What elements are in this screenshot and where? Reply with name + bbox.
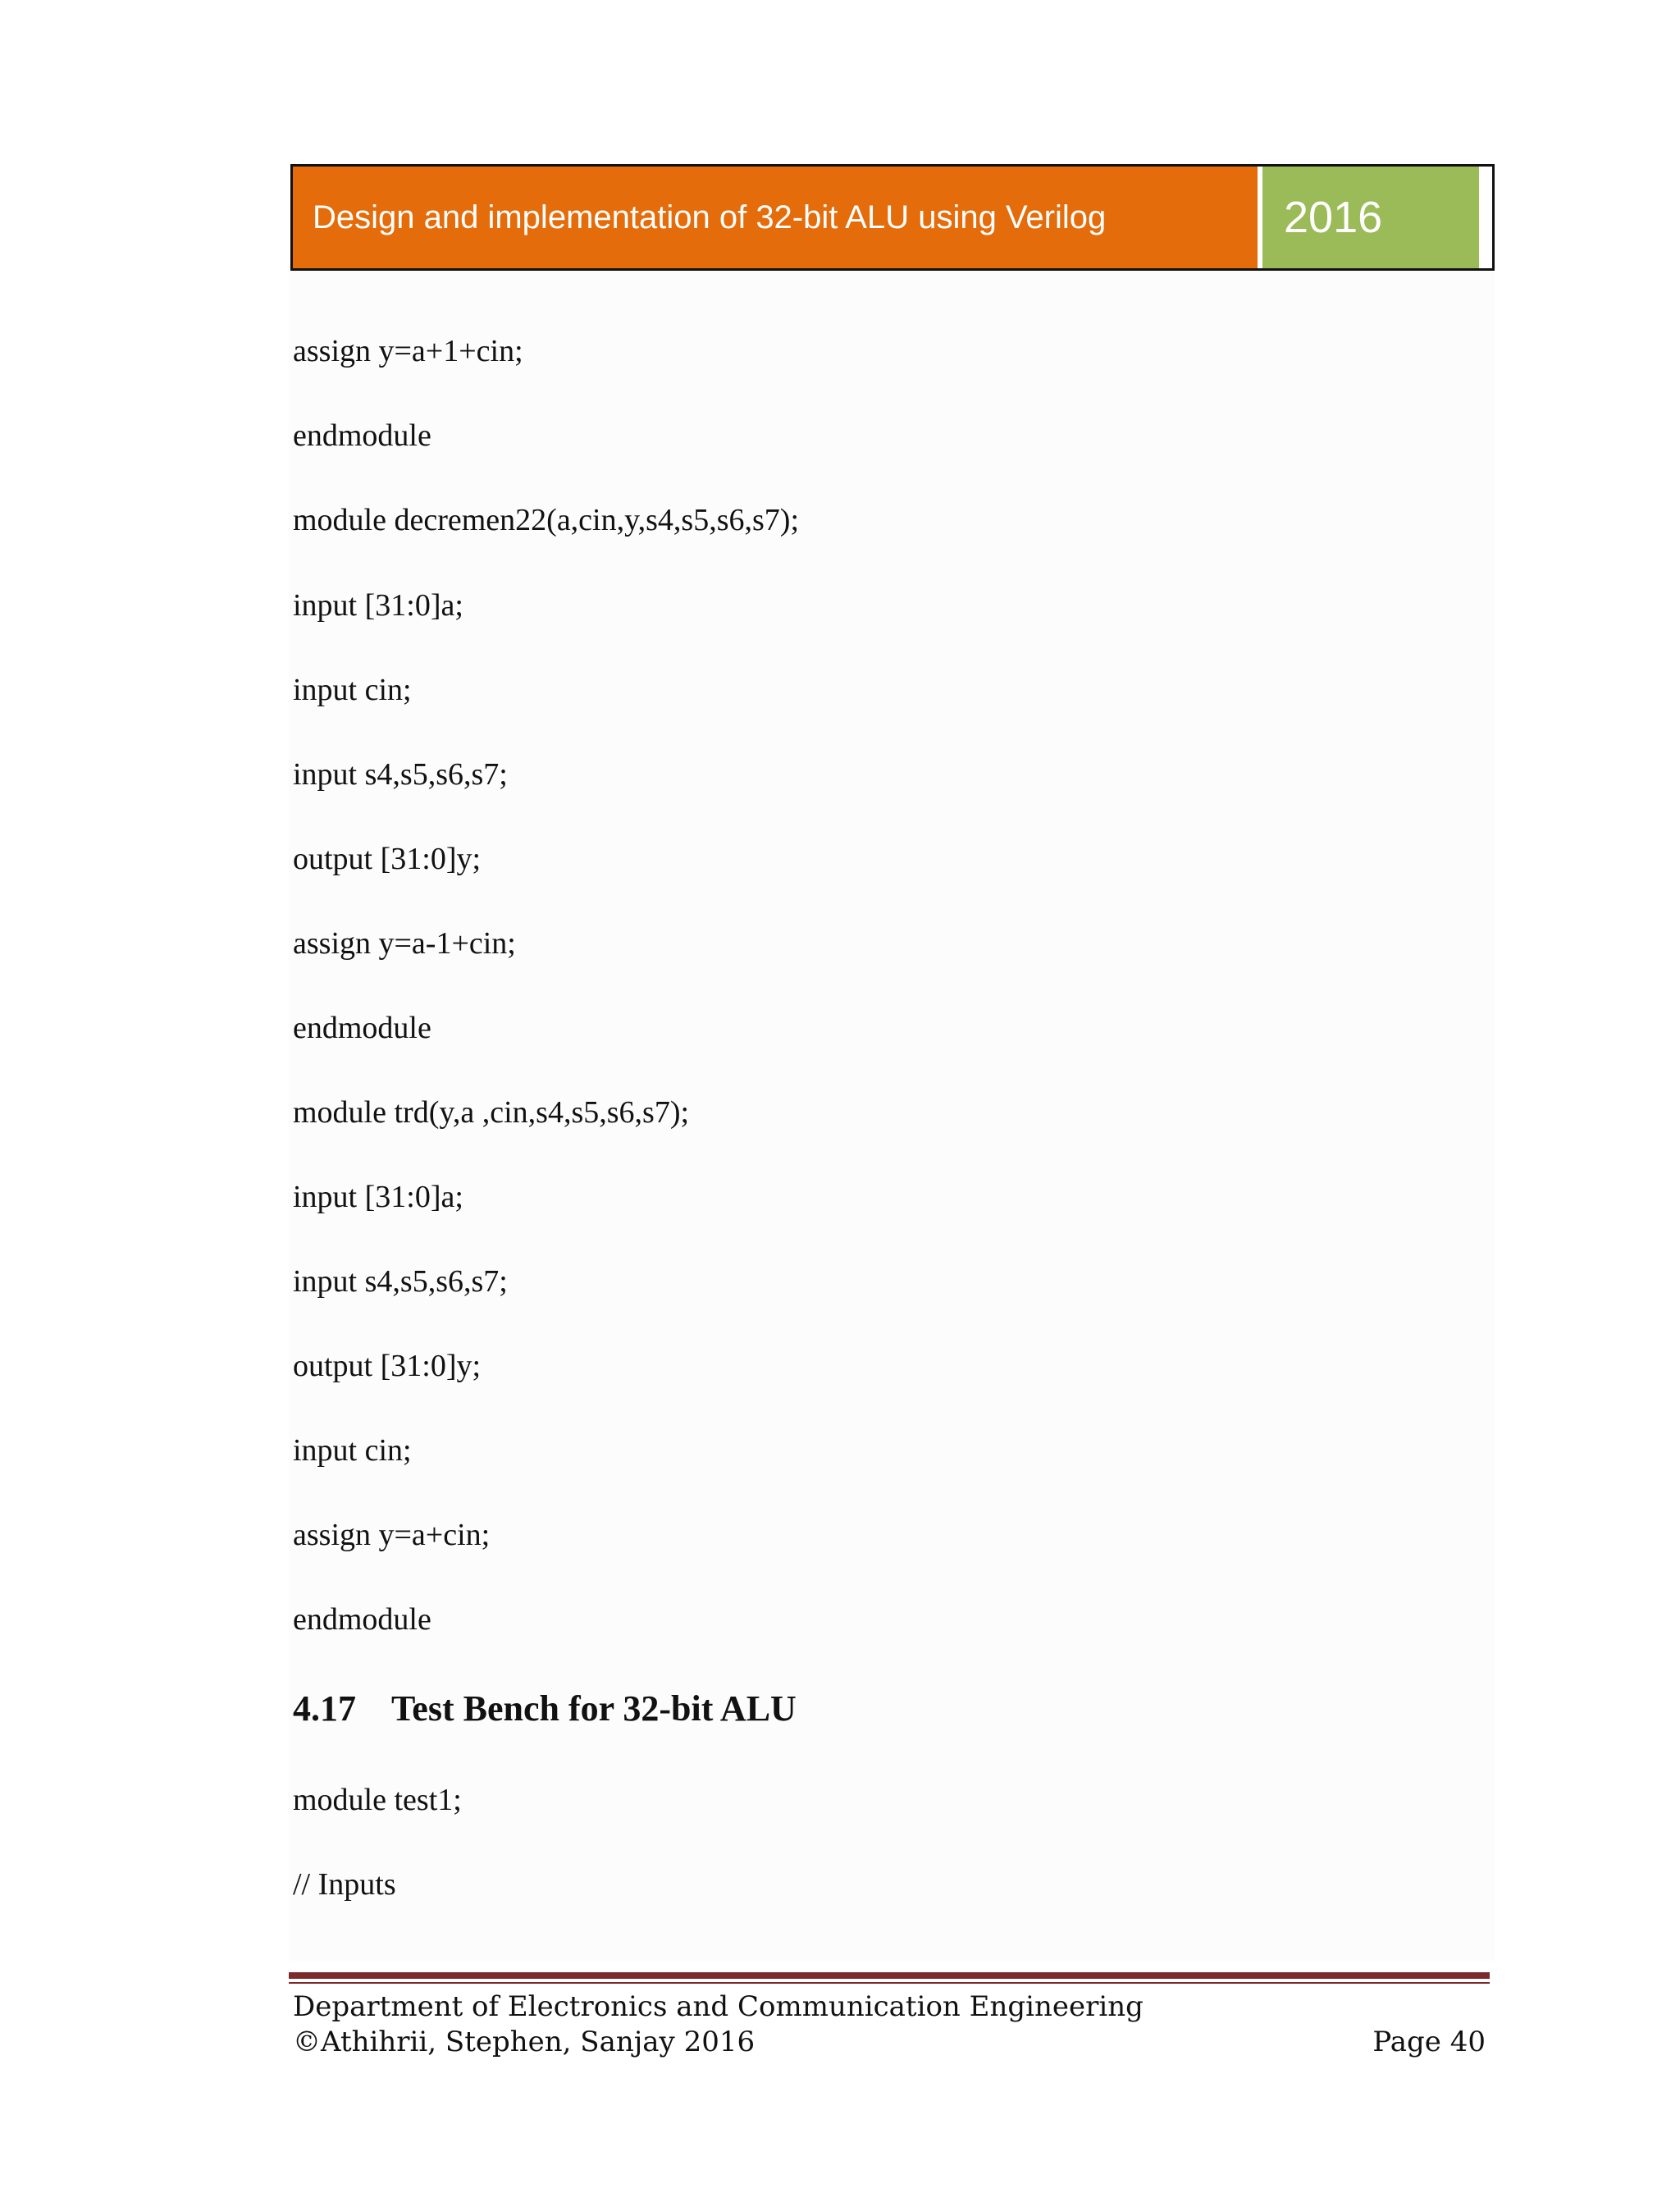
code-line: input cin; <box>293 673 412 707</box>
code-line: endmodule <box>293 418 431 453</box>
footer-rule <box>289 1972 1490 1979</box>
code-line: endmodule <box>293 1602 431 1637</box>
code-line: input [31:0]a; <box>293 588 463 623</box>
code-line: endmodule <box>293 1011 431 1045</box>
section-number: 4.17 <box>293 1688 356 1729</box>
footer-department: Department of Electronics and Communication Engineering <box>293 1990 1144 2023</box>
code-line: output [31:0]y; <box>293 1349 482 1383</box>
code-line: assign y=a+cin; <box>293 1518 491 1552</box>
code-line: assign y=a+1+cin; <box>293 334 523 368</box>
section-heading <box>293 1688 797 1729</box>
footer-copyright: ©Athihrii, Stephen, Sanjay 2016 <box>293 2026 756 2058</box>
code-line: input s4,s5,s6,s7; <box>293 1264 508 1299</box>
code-line: module test1; <box>293 1783 462 1817</box>
code-line: module trd(y,a ,cin,s4,s5,s6,s7); <box>293 1095 690 1130</box>
section-title: Test Bench for 32-bit ALU <box>391 1688 797 1729</box>
header-title: Design and implementation of 32-bit ALU using Verilog <box>293 167 1258 268</box>
header-year: 2016 <box>1262 167 1479 268</box>
code-line: module decremen22(a,cin,y,s4,s5,s6,s7); <box>293 503 799 537</box>
page-number: Page 40 <box>1372 2026 1486 2058</box>
code-line: input cin; <box>293 1433 412 1468</box>
code-line: input [31:0]a; <box>293 1180 463 1214</box>
footer-rule-thin <box>289 1982 1490 1984</box>
code-line: // Inputs <box>293 1867 396 1902</box>
code-line: input s4,s5,s6,s7; <box>293 757 508 792</box>
code-line: assign y=a-1+cin; <box>293 926 516 961</box>
page-header <box>290 164 1495 271</box>
code-line: output [31:0]y; <box>293 842 482 876</box>
